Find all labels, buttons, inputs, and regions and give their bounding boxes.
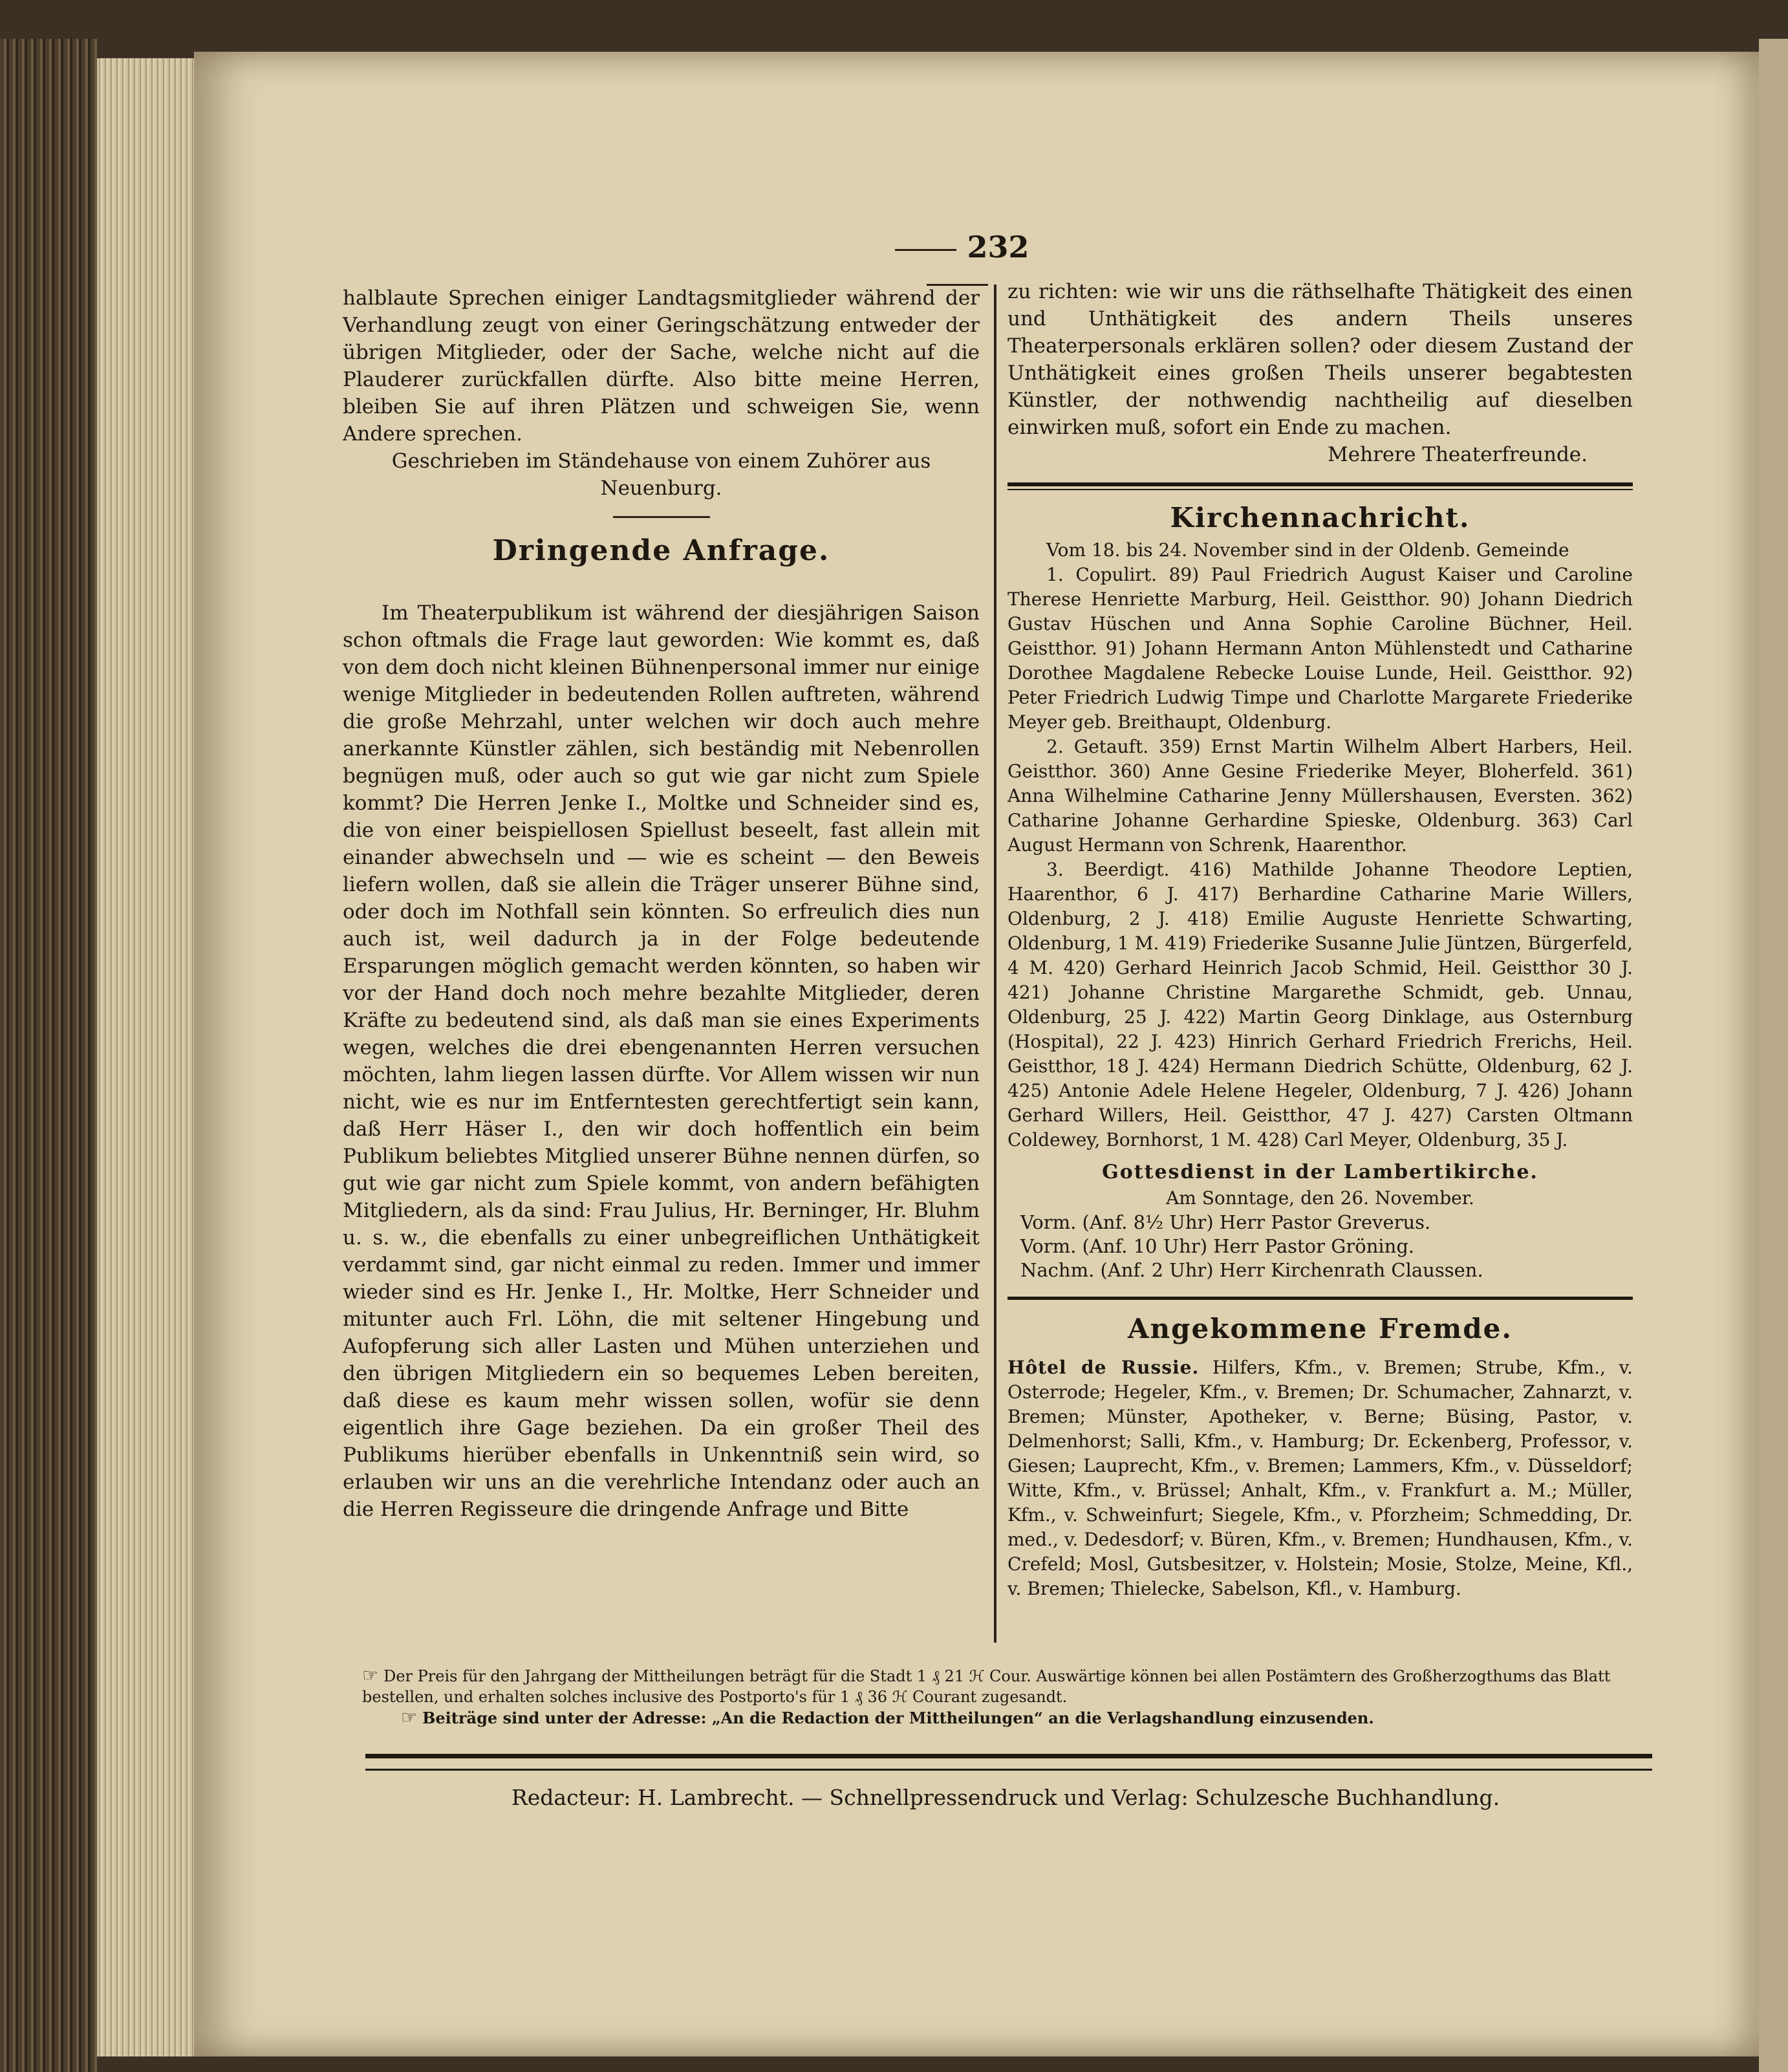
intro-signature: Geschrieben im Ständehause von einem Zuhörer aus Neuenburg. bbox=[391, 449, 931, 500]
column-rule bbox=[994, 285, 996, 1643]
imprint: Redacteur: H. Lambrecht. — Schnellpressendruck und Verlag: Schulzesche Buchhandlung. bbox=[511, 1785, 1500, 1810]
church-beerdigt: 3. Beerdigt. 416) Mathilde Johanne Theodore Leptien, Haarenthor, 6 J. 417) Berhardine Catharine Marie Willers, Oldenburg, 2 J. 418) Emilie Auguste Henriette Schwarting, Oldenburg, 1 M. 419) Friederike Susanne Julie Jüntzen, Bürgerfeld, 4 M. 420) Gerhard Heinrich Jacob Schmid, Heil. Geistthor 30 J. 421) Johanne Christine Margarethe Schmidt, geb. Unnau, Oldenburg, 25 J. 422) Martin Georg Dinklage, aus Osternburg (Hospital), 22 J. 423) Hinrich Gerhard Friedrich Frerichs, Heil. Geistthor, 18 J. 424) Hermann Diedrich Schütte, Oldenburg, 62 J. 425) Antonie Adele Helene Hegeler, Oldenburg, 7 J. 426) Johann Gerhard Willers, Heil. Geistthor, 47 J. 427) Carsten Oltmann Coldewey, Bornhorst, 1 M. 428) Carl Meyer, Oldenburg, 35 J. bbox=[1007, 859, 1633, 1150]
hotel-name: Hôtel de Russie. bbox=[1007, 1357, 1200, 1378]
church-intro: Vom 18. bis 24. November sind in der Oldenb. Gemeinde bbox=[1046, 539, 1569, 561]
arrivals-list: Hilfers, Kfm., v. Bremen; Strube, Kfm., v. Osterrode; Hegeler, Kfm., v. Bremen; Dr. Schumacher, Zahnarzt, v. Bremen; Münster, Apotheker, v. Berne; Büsing, Pastor, v. Delmenhorst; Salli, Kfm., v. Hamburg; Dr. Eckenberg, Professor, v. Giesen; Lauprecht, Kfm., v. Bremen; Lammers, Kfm., v. Düsseldorf; Witte, Kfm., v. Brüssel; Anhalt, Kfm., v. Frankfurt a. M.; Müller, Kfm., v. Schweinfurt; Siegele, Kfm., v. Pforzheim; Schmedding, Dr. med., v. Dedesdorf; v. Büren, Kfm., v. Bremen; Hundhausen, Kfm., v. Crefeld; Mosl, Gutsbesitzer, v. Holstein; Mosie, Stolze, Meine, Kfl., v. Bremen; Thielecke, Sabelson, Kfl., v. Hamburg. bbox=[1007, 1357, 1633, 1599]
pointing-hand-icon: ☞ bbox=[401, 1707, 418, 1728]
continuation-signature: Mehrere Theaterfreunde. bbox=[1328, 443, 1588, 466]
short-divider bbox=[613, 516, 710, 518]
service-line-1: Vorm. (Anf. 8½ Uhr) Herr Pastor Greverus. bbox=[1020, 1211, 1431, 1233]
page-number: 232 bbox=[967, 230, 1029, 264]
header-dash-left bbox=[895, 249, 956, 251]
right-column bbox=[1007, 278, 1633, 1643]
section-rule-church bbox=[1007, 482, 1633, 490]
arrivals-title: Angekommene Fremde. bbox=[1128, 1313, 1513, 1344]
book-edge bbox=[0, 39, 97, 2072]
left-column bbox=[343, 285, 980, 1643]
pointing-hand-icon: ☞ bbox=[362, 1665, 379, 1686]
service-date: Am Sonntage, den 26. November. bbox=[1166, 1187, 1474, 1209]
page-header bbox=[860, 230, 1054, 268]
continuation-paragraph: zu richten: wie wir uns die räthselhafte Thätigkeit des einen und Unthätigkeit des andern Theils unseres Theaterpersonals erklären sollen? oder diesem Zustand der Unthätigkeit eines großen Theils unserer begabtesten Künstler, der nothwendig nachtheilig auf dieselben einwirken muß, sofort ein Ende zu machen. bbox=[1007, 280, 1633, 439]
service-line-3: Nachm. (Anf. 2 Uhr) Herr Kirchenrath Claussen. bbox=[1020, 1259, 1483, 1281]
service-line-2: Vorm. (Anf. 10 Uhr) Herr Pastor Gröning. bbox=[1020, 1235, 1415, 1257]
article-title: Dringende Anfrage. bbox=[492, 534, 830, 567]
article-body: Im Theaterpublikum ist während der diesjährigen Saison schon oftmals die Frage laut geworden: Wie kommt es, daß von dem doch nicht kleinen Bühnenpersonal immer nur einige wenige Mitglieder in bedeutenden Rollen auftreten, während die große Mehrzahl, unter welchen wir doch auch mehre anerkannte Künstler zählen, sich beständig mit Nebenrollen begnügen muß, oder auch so gut wie gar nicht zum Spiele kommt? Die Herren Jenke I., Moltke und Schneider sind es, die von einer beispiellosen Spiellust beseelt, fast allein mit einander abwechseln und — wie es scheint — den Beweis liefern wollen, daß sie allein die Träger unserer Bühne sind, oder doch im Nothfall sein könnten. So erfreulich dies nun auch ist, weil dadurch ja in der Folge bedeutende Ersparungen möglich gemacht werden könnten, so haben wir vor der Hand doch noch mehre bezahlte Mitglieder, deren Kräfte zu bedeutend sind, als daß man sie eines Experiments wegen, welches die drei ebengenannten Herren versuchen möchten, lahm liegen lassen dürfte. Vor Allem wissen wir nun nicht, wie es nur im Entferntesten gerechtfertigt sein kann, daß Herr Häser I., den wir doch hoffentlich ein beim Publikum beliebtes Mitglied unserer Bühne nennen dürfen, so gut wie gar nicht zum Spiele kommt, von andern befähigten Mitgliedern, als da sind: Frau Julius, Hr. Berninger, Hr. Bluhm u. s. w., die ebenfalls zu einer unbegreiflichen Unthätigkeit verdammt sind, gar nicht einmal zu reden. Immer und immer wieder sind es Hr. Jenke I., Hr. Moltke, Herr Schneider und mitunter auch Frl. Löhn, die mit seltener Hingebung und Aufopferung sich aller Lasten und Mühen unterziehen und den übrigen Mitgliedern ein so bequemes Leben bereiten, daß diese es kaum mehr wissen sollen, wofür sie denn eigentlich ihre Gage beziehen. Da ein großer Theil des Publikums hierüber ebenfalls in Unkenntniß sein wird, so erlauben wir uns an die verehrliche Intendanz oder auch an die Herren Regisseure die dringende Anfrage und Bitte bbox=[343, 601, 980, 1521]
service-title: Gottesdienst in der Lambertikirche. bbox=[1102, 1161, 1538, 1183]
church-title: Kirchennachricht. bbox=[1170, 502, 1470, 534]
contributions-note: Beiträge sind unter der Adresse: „An die Redaction der Mittheilungen“ an die Verlagshandlung einzusenden. bbox=[422, 1709, 1374, 1727]
intro-paragraph: halblaute Sprechen einiger Landtagsmitglieder während der Verhandlung zeugt von einer Geringschätzung entweder der übrigen Mitglieder, oder der Sache, welche nicht auf die Plauderer zurückfallen dürfte. Also bitte meine Herren, bleiben Sie auf ihren Plätzen und schweigen Sie, wenn Andere sprechen. bbox=[343, 286, 980, 446]
church-copulirt: 1. Copulirt. 89) Paul Friedrich August Kaiser und Caroline Therese Henriette Marburg, Heil. Geistthor. 90) Johann Diedrich Gustav Hüschen und Anna Sophie Caroline Büchner, Heil. Geistthor. 91) Johann Hermann Anton Mühlenstedt und Catharine Dorothee Magdalene Rebecke Louise Lunde, Heil. Geistthor. 92) Peter Friedrich Ludwig Timpe und Charlotte Margarete Friederike Meyer geb. Breithaupt, Oldenburg. bbox=[1007, 564, 1633, 733]
footer-notes bbox=[362, 1665, 1649, 1729]
facing-page-edge bbox=[1759, 39, 1788, 2072]
section-rule-arrivals bbox=[1007, 1297, 1633, 1300]
church-getauft: 2. Getauft. 359) Ernst Martin Wilhelm Albert Harbers, Heil. Geistthor. 360) Anne Gesine Friederike Meyer, Bloherfeld. 361) Anna Wilhelmine Catharine Jenny Müllershausen, Eversten. 362) Catharine Johanne Gerhardine Spieske, Oldenburg. 363) Carl August Hermann von Schrenk, Haarenthor. bbox=[1007, 736, 1633, 856]
bottom-rule bbox=[365, 1754, 1652, 1771]
price-note: Der Preis für den Jahrgang der Mittheilungen beträgt für die Stadt 1 ₰ 21 ℋ Cour. Auswärtige können bei allen Postämtern des Großherzogthums das Blatt bestellen, und erhalten solches inclusive des Postporto's für 1 ₰ 36 ℋ Courant zugesandt. bbox=[362, 1667, 1611, 1706]
